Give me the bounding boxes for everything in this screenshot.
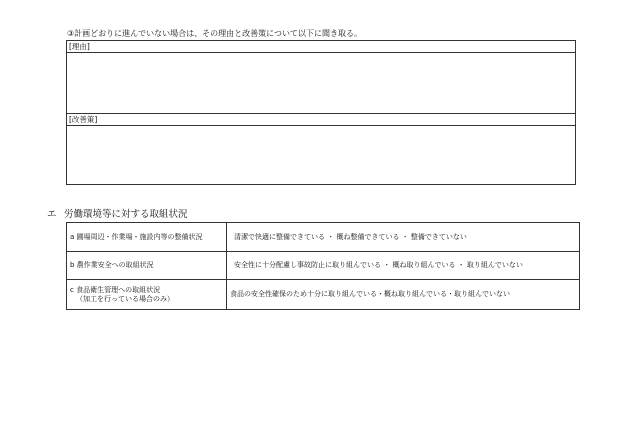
row-item-label: c 食品衛生管理への取組状況 [70, 285, 161, 294]
table-row [67, 280, 580, 310]
section-marker: エ [47, 209, 57, 220]
row-options-cell[interactable] [227, 223, 580, 252]
reason-improvement-box [66, 40, 576, 185]
row-item-cell [67, 252, 227, 280]
row-options-cell[interactable] [227, 252, 580, 280]
table-row [67, 252, 580, 280]
row-options-cell[interactable] [227, 280, 580, 310]
row-item-cell [67, 280, 227, 310]
row-item-label: a 圃場周辺・作業場・施設内等の整備状況 [70, 232, 203, 241]
row-options-text: 食品の安全性確保のため十分に取り組んでいる・概ね取り組んでいる・取り組んでいない [230, 290, 510, 298]
section-title: 労働環境等に対する取組状況 [64, 209, 188, 220]
reason-input-area[interactable] [67, 53, 575, 113]
reason-section-divider [67, 113, 575, 114]
row-item-label: b 農作業安全への取組状況 [70, 261, 154, 269]
row-item-sublabel: （加工を行っている場合のみ） [76, 294, 174, 303]
work-environment-table [66, 222, 580, 310]
row-options-text: 清潔で快適に整備できている ・ 概ね整備できている ・ 整備できていない [234, 232, 467, 241]
row-item-cell [67, 223, 227, 252]
table-row [67, 223, 580, 252]
row-options-text: 安全性に十分配慮し事故防止に取り組んでいる ・ 概ね取り組んでいる ・ 取り組んでいない [234, 261, 523, 269]
plan-status-note: ③計画どおりに進んでいない場合は、その理由と改善策について以下に聞き取る。 [67, 29, 363, 38]
improvement-label: [改善策] [69, 115, 98, 124]
improvement-input-area[interactable] [67, 126, 575, 184]
reason-label: [理由] [69, 42, 90, 51]
section-heading [47, 209, 188, 221]
